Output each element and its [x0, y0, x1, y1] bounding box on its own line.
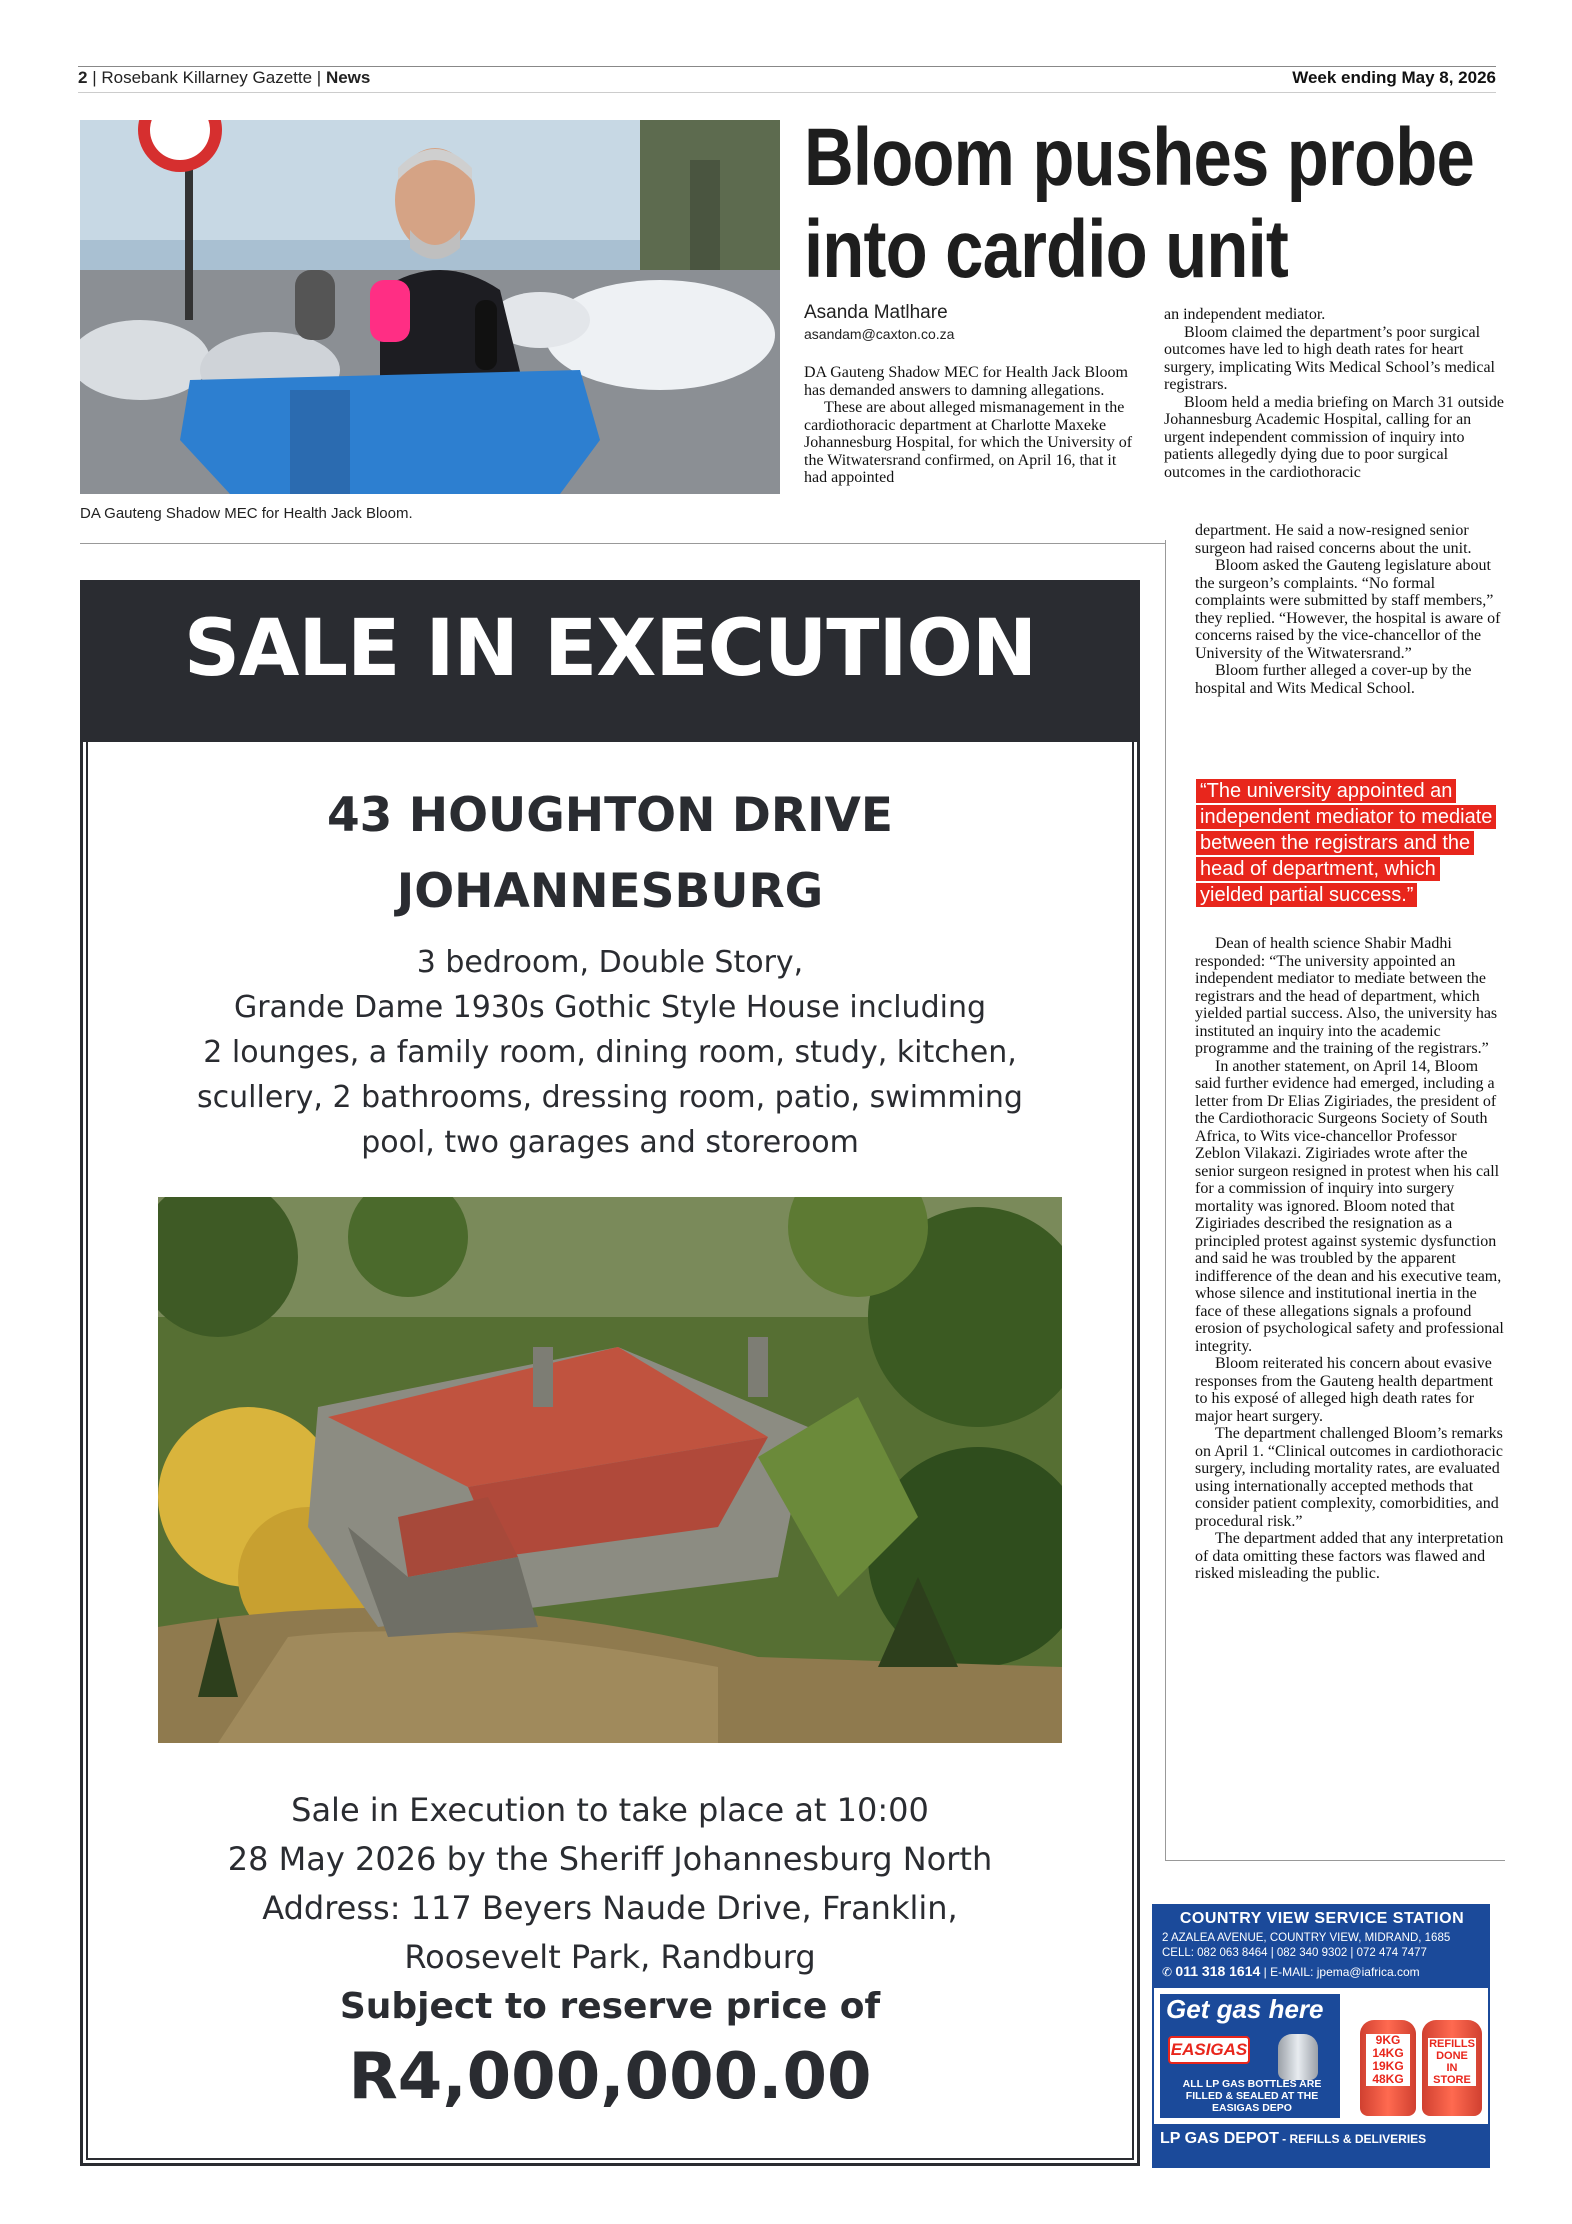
paragraph: The department challenged Bloom’s remarks on April 1. “Clinical outcomes in cardiothoracic surgery, including mortality rates, are evaluated using internationally accepted methods that consider patient complexity, comorbidities, and procedural risk.”: [1195, 1425, 1503, 1530]
easigas-logo: EASIGAS: [1168, 2036, 1250, 2064]
paragraph: department. He said a now-resigned senior surgeon had raised concerns about the unit.: [1195, 522, 1472, 557]
headline: [804, 112, 1474, 296]
gas-cylinder-icon: [1278, 2034, 1318, 2080]
page-number: 2: [78, 68, 88, 87]
gas-tagline: Get gas here: [1166, 1994, 1324, 2024]
property-aerial-photo: [158, 1197, 1062, 1743]
gas-address: 2 AZALEA AVENUE, COUNTRY VIEW, MIDRAND, 1685: [1162, 1932, 1451, 1944]
paragraph: These are about alleged mismanagement in the cardiothoracic department at Charlotte Maxeke Johannesburg Hospital, for which the University of the Witwatersrand confirmed, on April 16, that it had appointed: [804, 399, 1133, 486]
refill-line: STORE: [1433, 2074, 1471, 2086]
gas-note: ALL LP GAS BOTTLES ARE FILLED & SEALED AT THE EASIGAS DEPO: [1182, 2078, 1322, 2114]
property-description: [86, 940, 1134, 1165]
article-column-3: [1195, 522, 1505, 697]
sale-advert-title: SALE IN EXECUTION: [183, 604, 1037, 694]
paragraph: In another statement, on April 14, Bloom said further evidence had emerged, including a letter from Dr Elias Zigiriades, the president of the Cardiothoracic Surgeons Society of South Africa, to Wits vice-chancellor Professor Zeblon Vilakazi. Zigiriades wrote after the senior surgeon resigned in protest when his call for a commission of inquiry into surgery mortality was ignored. Bloom noted that Zigiriades described the resignation as a principled protest against systemic dysfunction and said he was troubled by the apparent indifference of the dean and his executive team, whose silence and institutional inertia in the face of these allegations signals a profound erosion of psychological safety and professional integrity.: [1195, 1057, 1504, 1355]
property-address: [86, 778, 1134, 930]
headline-line-1: Bloom pushes probe: [804, 112, 1474, 203]
description-line: pool, two garages and storeroom: [361, 1125, 859, 1160]
paragraph: Bloom reiterated his concern about evasive responses from the Gauteng health department to his exposé of alleged high death rates for major heart surgery.: [1195, 1355, 1494, 1425]
article-column-2: [1164, 306, 1504, 481]
photo-caption: DA Gauteng Shadow MEC for Health Jack Bloom.: [80, 505, 413, 522]
pull-quote: [1196, 778, 1496, 908]
sale-details-line: Roosevelt Park, Randburg: [404, 1938, 816, 1976]
gas-contact: [1162, 1963, 1486, 1979]
paragraph: an independent mediator.: [1164, 306, 1326, 323]
description-line: 2 lounges, a family room, dining room, study, kitchen,: [203, 1035, 1017, 1070]
paragraph: Dean of health science Shabir Madhi responded: “The university appointed an independent mediator to mediate between the registrars and the head of department, which yielded partial success. Also, the university has instituted an inquiry into the academic programme and the training of the registrars.”: [1195, 935, 1498, 1057]
gas-refill-badge: [1428, 2038, 1476, 2086]
author-email[interactable]: asandam@caxton.co.za: [804, 326, 955, 342]
article-column-4: [1195, 935, 1505, 1583]
article-end-rule: [1165, 1860, 1505, 1861]
description-line: 3 bedroom, Double Story,: [416, 945, 804, 980]
gas-advert-title: COUNTRY VIEW SERVICE STATION: [1179, 1910, 1465, 1927]
folio: 2 | Rosebank Killarney Gazette | News: [78, 68, 371, 87]
issue-date: Week ending May 8, 2026: [1292, 68, 1496, 87]
gas-size: 14KG: [1372, 2046, 1404, 2060]
gas-footer-main: LP GAS DEPOT: [1160, 2130, 1279, 2147]
refill-line: DONE: [1436, 2050, 1468, 2062]
property-address-line-1: 43 HOUGHTON DRIVE: [326, 788, 894, 843]
sale-details-line: 28 May 2026 by the Sheriff Johannesburg North: [227, 1840, 993, 1878]
paragraph: DA Gauteng Shadow MEC for Health Jack Bloom has demanded answers to damning allegations.: [804, 364, 1128, 399]
header-bottom-rule: [78, 92, 1496, 93]
gas-size: 19KG: [1372, 2059, 1404, 2073]
description-line: Grande Dame 1930s Gothic Style House including: [233, 990, 987, 1025]
byline: Asanda Matlhare: [804, 302, 948, 323]
gas-phone: 011 318 1614: [1175, 1963, 1261, 1979]
headline-line-2: into cardio unit: [804, 204, 1288, 295]
sale-details-line: Address: 117 Beyers Naude Drive, Franklin,: [262, 1889, 958, 1927]
paragraph: Bloom asked the Gauteng legislature about the surgeon’s complaints. “No formal complaints were submitted by staff members,” they replied. “However, the hospital is aware of concerns raised by the vice-chancellor of the University of the Witwatersrand.”: [1195, 557, 1501, 662]
section-divider: [80, 543, 1165, 544]
sale-details-line: Sale in Execution to take place at 10:00: [291, 1791, 929, 1829]
paragraph: Bloom claimed the department’s poor surgical outcomes have led to high death rates for heart surgery, implicating Wits Medical School’s medical registrars.: [1164, 323, 1495, 393]
gas-cell-numbers: CELL: 082 063 8464 | 082 340 9302 | 072 474 7477: [1162, 1947, 1427, 1959]
column-divider: [1165, 540, 1166, 1860]
description-line: scullery, 2 bathrooms, dressing room, patio, swimming: [197, 1080, 1023, 1115]
article-column-1: [804, 364, 1136, 487]
sale-details: [86, 1786, 1134, 1982]
gas-footer-sub: - REFILLS & DELIVERIES: [1278, 2132, 1427, 2146]
refill-line: IN: [1446, 2062, 1458, 2074]
property-address-line-2: JOHANNESBURG: [396, 864, 824, 919]
gas-size: 9KG: [1375, 2033, 1401, 2047]
publication-name: Rosebank Killarney Gazette: [101, 68, 313, 87]
paragraph: Bloom further alleged a cover-up by the hospital and Wits Medical School.: [1195, 662, 1472, 697]
paragraph: Bloom held a media briefing on March 31 outside Johannesburg Academic Hospital, calling for an urgent independent commission of inquiry into patients allegedly dying due to poor surgical outcomes in the cardiothoracic: [1164, 393, 1504, 481]
article-photo: [80, 120, 780, 494]
reserve-label: Subject to reserve price of: [339, 1986, 881, 2027]
gas-sizes: [1366, 2034, 1410, 2086]
paragraph: The department added that any interpretation of data omitting these factors was flawed and risked misleading the public.: [1195, 1530, 1504, 1582]
refill-line: REFILLS: [1429, 2038, 1475, 2050]
header-top-rule: [78, 66, 1496, 67]
section-name: News: [325, 68, 371, 87]
reserve-price: R4,000,000.00: [348, 2040, 872, 2114]
gas-email: | E-MAIL: jpema@iafrica.com: [1263, 1965, 1420, 1979]
gas-size: 48KG: [1372, 2072, 1404, 2086]
gas-footer: [1160, 2130, 1486, 2148]
pull-quote-text: “The university appointed an independent mediator to mediate between the registrars and the head of department, which yielded partial success.”: [1196, 779, 1496, 907]
phone-icon: ✆: [1162, 1965, 1173, 1979]
